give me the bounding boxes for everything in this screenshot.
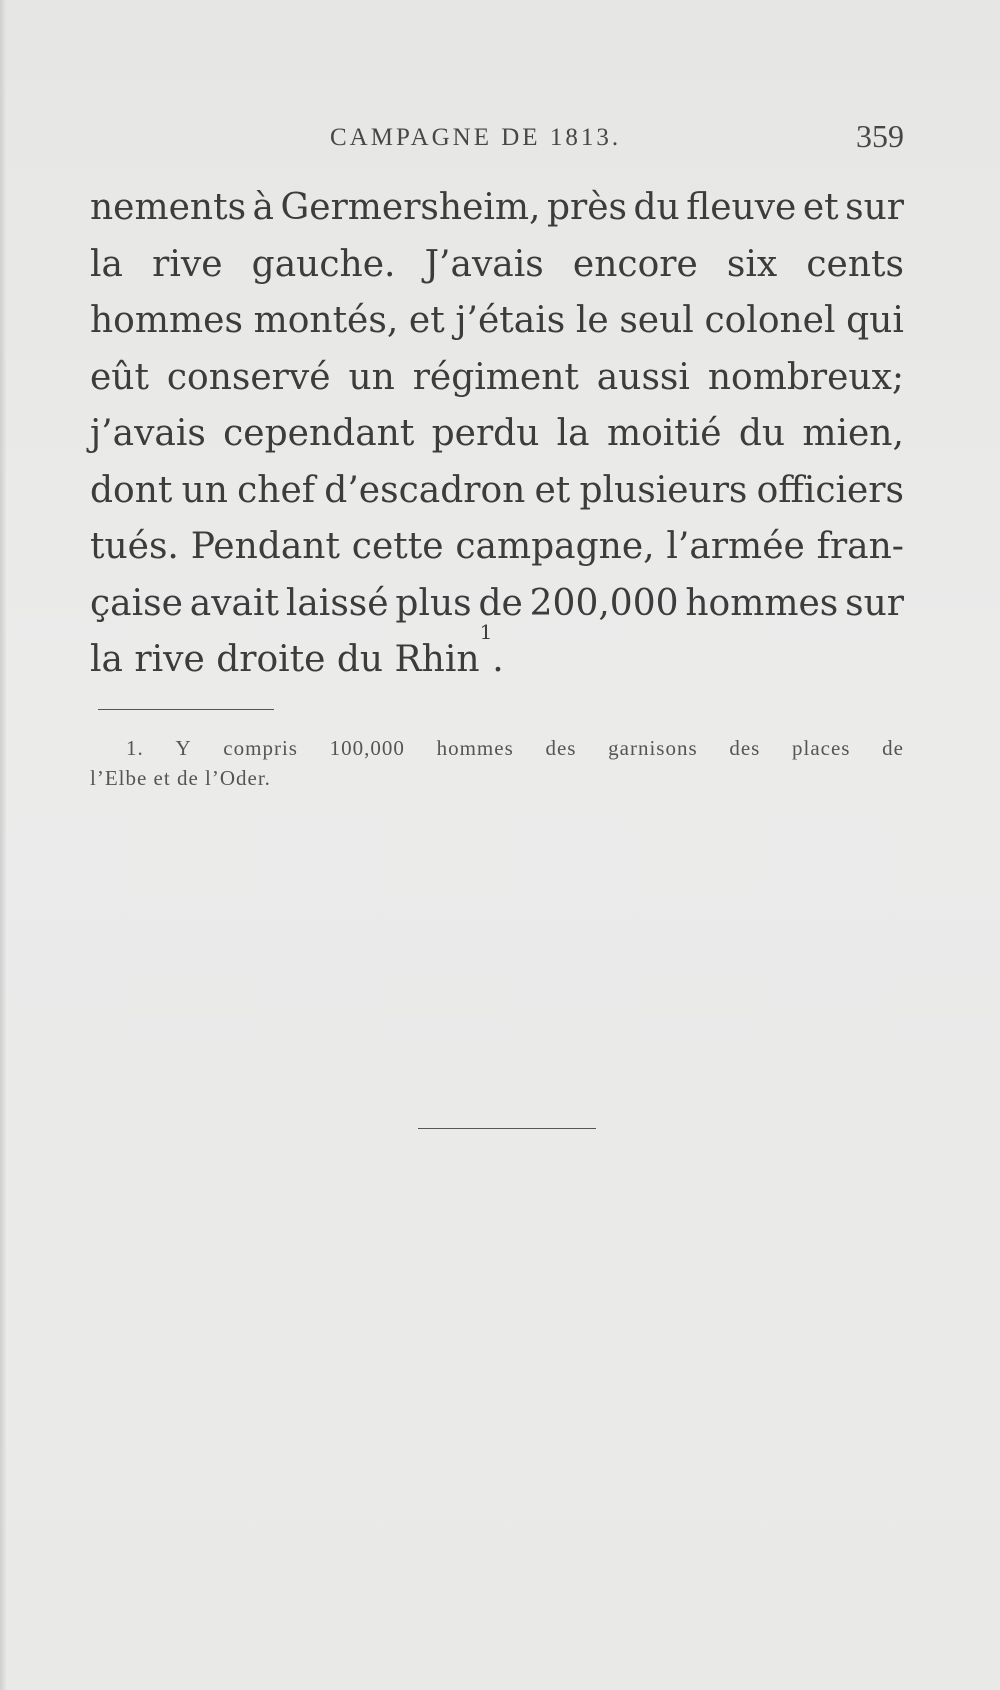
word: 200,000 [529, 582, 679, 624]
word: près [546, 187, 628, 228]
word: Pendant [190, 526, 340, 567]
word: montés, [253, 300, 399, 341]
word: fran- [816, 526, 904, 567]
word: la [556, 413, 590, 454]
word: çaise [90, 582, 183, 624]
word: qui [846, 300, 904, 341]
word: rive [152, 243, 223, 285]
word: de [478, 582, 523, 624]
end-rule [418, 1128, 596, 1129]
word: seul [619, 300, 694, 341]
word: fleuve [686, 187, 797, 228]
footnote-word: de [882, 736, 904, 760]
footnote [90, 733, 904, 793]
running-title: CAMPAGNE DE 1813. [330, 124, 622, 151]
word: du [633, 187, 680, 228]
text-line [90, 350, 904, 407]
footnote-word: 1. [126, 736, 144, 760]
word: encore [572, 243, 698, 285]
word: avait [189, 582, 279, 624]
text-line [90, 576, 904, 633]
word: j’avais [90, 413, 206, 454]
word: cette [351, 526, 444, 567]
text-line [90, 406, 904, 463]
text-line-last [90, 620, 904, 689]
page-number: 359 [856, 118, 904, 154]
footnote-word: des [729, 736, 761, 760]
footnote-word: des [545, 736, 577, 760]
word: eût [90, 356, 149, 398]
word: à [252, 187, 275, 228]
last-line-end: . [492, 639, 504, 680]
word: gauche. [251, 243, 396, 285]
word: le [575, 300, 609, 341]
running-head [90, 118, 904, 158]
word: hommes [685, 582, 839, 624]
footnote-word: Y [175, 736, 192, 760]
word: cents [806, 243, 904, 285]
word: un [181, 469, 228, 511]
word: chef [237, 469, 316, 511]
text-line [90, 519, 904, 576]
word: du [738, 413, 786, 454]
last-line-text: la rive droite du Rhin [90, 639, 480, 680]
word: conservé [166, 356, 331, 398]
word: et [534, 469, 571, 511]
word: mien, [802, 413, 904, 454]
word: colonel [704, 300, 836, 341]
word: un [348, 356, 395, 398]
word: et [408, 300, 445, 341]
text-line [90, 293, 904, 350]
footnote-word: 100,000 [329, 736, 405, 760]
word: laissé [285, 582, 389, 624]
text-line [90, 463, 904, 520]
footnote-separator [98, 709, 274, 710]
word: l’armée [666, 526, 805, 567]
word: nements [90, 187, 247, 228]
word: campagne, [455, 526, 655, 567]
word: perdu [431, 413, 540, 454]
word: j’étais [455, 300, 566, 341]
word: aussi [596, 356, 690, 398]
footnote-word: garnisons [608, 736, 698, 760]
word: sur [845, 187, 904, 228]
word: la [90, 243, 123, 285]
footnote-word: hommes [436, 736, 514, 760]
word: tués. [90, 526, 179, 567]
footnote-word: places [792, 736, 851, 760]
word: hommes [90, 300, 243, 341]
footnote-line-2: l’Elbe et de l’Oder. [90, 766, 271, 790]
word: officiers [756, 469, 904, 511]
page-edge-shadow [0, 0, 6, 1690]
word: plusieurs [579, 469, 748, 511]
footnote-reference: 1 [479, 620, 493, 644]
word: plus [395, 582, 472, 624]
word: régiment [412, 356, 579, 398]
word: cependant [223, 413, 415, 454]
text-line [90, 180, 904, 237]
footnote-line-1 [90, 733, 904, 763]
word: sur [845, 582, 904, 624]
word: dont [90, 469, 173, 511]
word: nombreux; [707, 356, 904, 398]
word: Germersheim, [280, 187, 541, 228]
word: et [802, 187, 839, 228]
text-line [90, 237, 904, 294]
word: J’avais [424, 243, 544, 285]
body-text [90, 180, 904, 689]
word: moitié [606, 413, 722, 454]
word: six [726, 243, 778, 285]
footnote-word: compris [223, 736, 298, 760]
word: d’escadron [324, 469, 526, 511]
